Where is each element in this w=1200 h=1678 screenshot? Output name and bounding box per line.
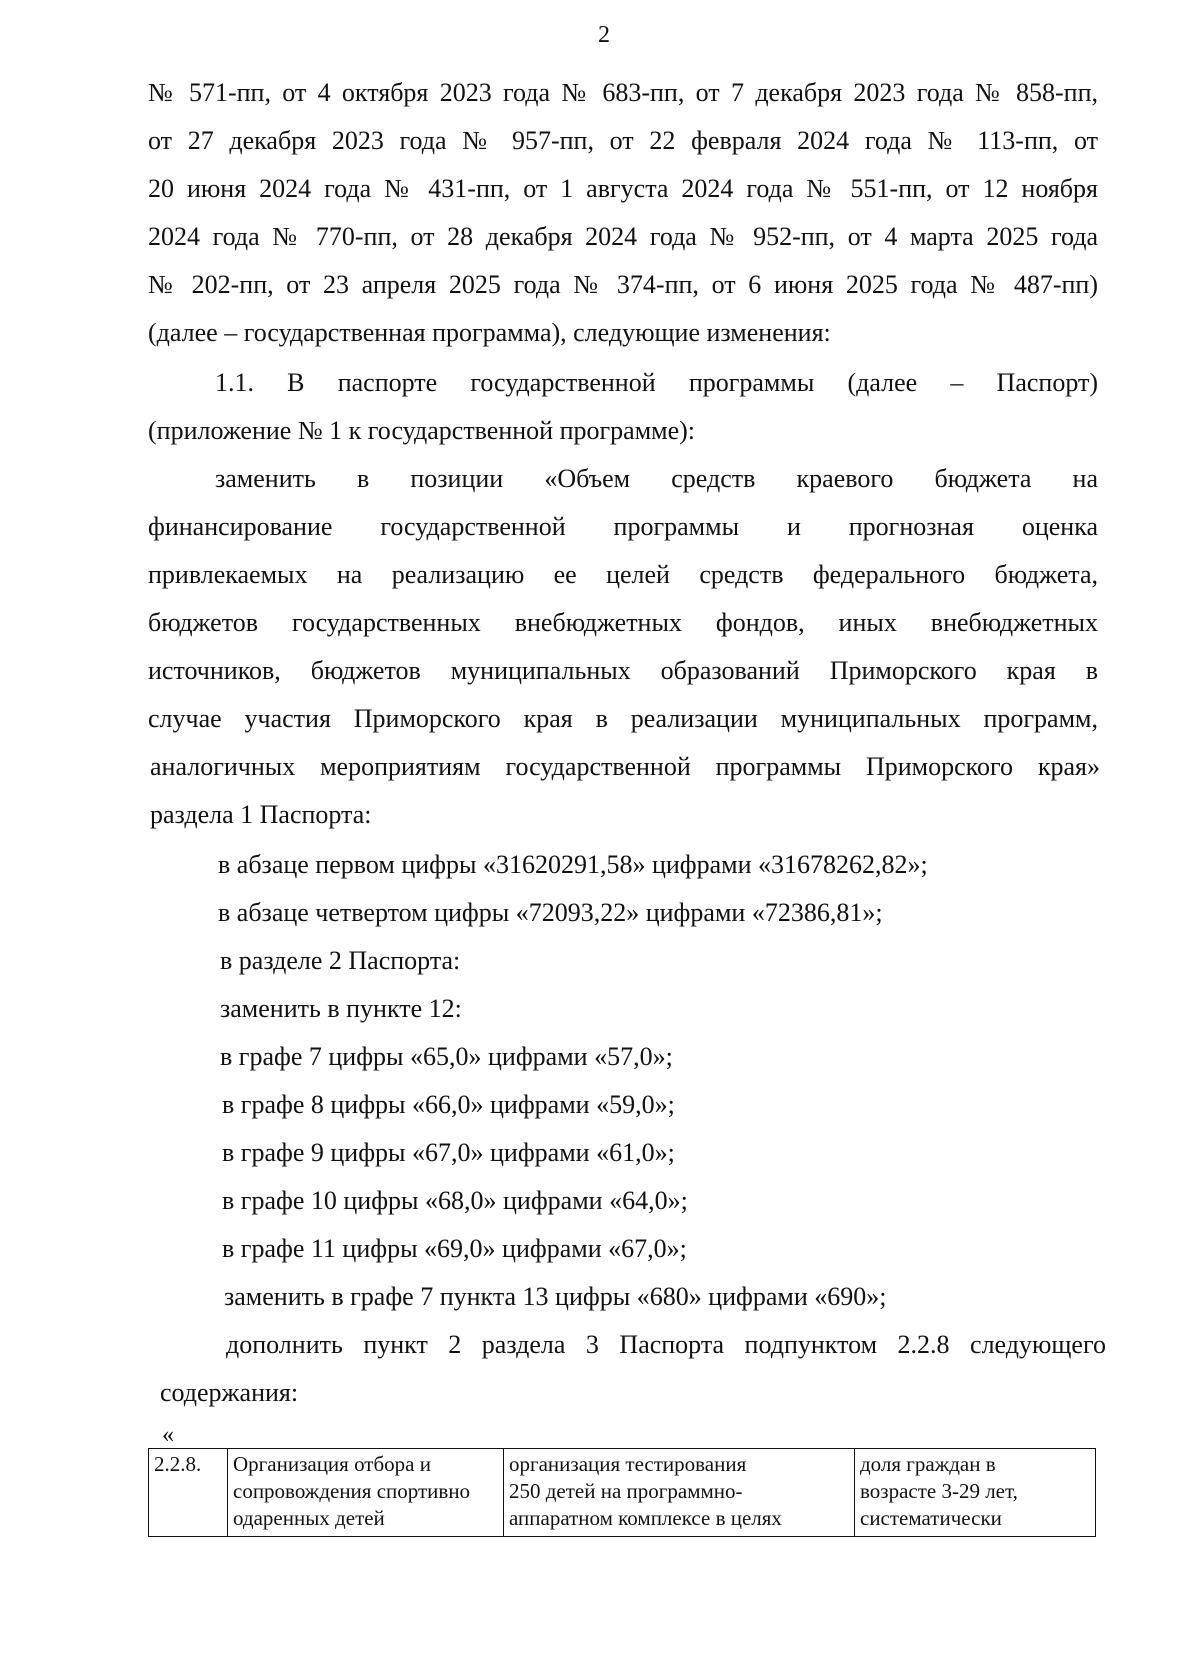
- list-item: в графе 10 цифры «68,0» цифрами «64,0»;: [222, 1186, 688, 1215]
- list-item: заменить в пункте 12:: [220, 994, 462, 1023]
- subitem-table: [148, 1448, 1096, 1537]
- table-row: [149, 1449, 1096, 1537]
- text-line: № 202-пп, от 23 апреля 2025 года № 374-пп, от 6 июня 2025 года № 487-пп): [148, 270, 1098, 299]
- text-line: аналогичных мероприятиям государственной программы Приморского края»: [150, 752, 1100, 781]
- text-line: № 571-пп, от 4 октября 2023 года № 683-пп, от 7 декабря 2023 года № 858-пп,: [148, 78, 1098, 107]
- table-cell-number: [149, 1449, 228, 1537]
- text-line: случае участия Приморского края в реализации муниципальных программ,: [148, 704, 1098, 733]
- cell-text: 2.2.8.: [154, 1452, 202, 1476]
- text-line: 1.1. В паспорте государственной программы (далее – Паспорт): [215, 368, 1098, 397]
- cell-text: возрасте 3-29 лет,: [860, 1479, 1018, 1503]
- list-item: в графе 9 цифры «67,0» цифрами «61,0»;: [222, 1138, 675, 1167]
- list-item: в графе 11 цифры «69,0» цифрами «67,0»;: [222, 1234, 687, 1263]
- cell-text: одаренных детей: [233, 1506, 385, 1530]
- text-line: 2024 года № 770-пп, от 28 декабря 2024 года № 952-пп, от 4 марта 2025 года: [148, 222, 1098, 251]
- list-item: в разделе 2 Паспорта:: [220, 946, 461, 975]
- cell-text: 250 детей на программно-: [509, 1479, 743, 1503]
- text-line: дополнить пункт 2 раздела 3 Паспорта подпунктом 2.2.8 следующего: [226, 1330, 1106, 1359]
- cell-text: систематически: [860, 1506, 1002, 1530]
- cell-text: аппаратном комплексе в целях: [509, 1506, 782, 1530]
- cell-text: сопровождения спортивно: [233, 1479, 471, 1503]
- text-line: финансирование государственной программы и прогнозная оценка: [148, 512, 1098, 541]
- text-line: заменить в позиции «Объем средств краевого бюджета на: [215, 464, 1098, 493]
- list-item: в графе 7 цифры «65,0» цифрами «57,0»;: [220, 1042, 673, 1071]
- cell-text: Организация отбора и: [233, 1452, 431, 1476]
- table-cell-indicator: [855, 1449, 1096, 1537]
- table-cell-activity: [228, 1449, 504, 1537]
- list-item: в абзаце четвертом цифры «72093,22» цифрами «72386,81»;: [218, 898, 883, 927]
- text-line: содержания:: [160, 1378, 299, 1407]
- text-line: источников, бюджетов муниципальных образований Приморского края в: [148, 656, 1098, 685]
- list-item: заменить в графе 7 пункта 13 цифры «680» цифрами «690»;: [224, 1282, 887, 1311]
- table-cell-description: [504, 1449, 855, 1537]
- text-line: бюджетов государственных внебюджетных фондов, иных внебюджетных: [148, 608, 1098, 637]
- text-line: привлекаемых на реализацию ее целей средств федерального бюджета,: [148, 560, 1098, 589]
- cell-text: доля граждан в: [860, 1452, 996, 1476]
- text-line: (приложение № 1 к государственной программе):: [148, 416, 696, 445]
- cell-text: организация тестирования: [509, 1452, 747, 1476]
- page-number: 2: [598, 22, 610, 48]
- opening-quote-mark: «: [162, 1422, 174, 1448]
- list-item: в абзаце первом цифры «31620291,58» цифрами «31678262,82»;: [218, 850, 928, 879]
- text-line: 20 июня 2024 года № 431-пп, от 1 августа 2024 года № 551-пп, от 12 ноября: [148, 174, 1098, 203]
- text-line: от 27 декабря 2023 года № 957-пп, от 22 февраля 2024 года № 113-пп, от: [148, 126, 1098, 155]
- text-line: (далее – государственная программа), следующие изменения:: [148, 318, 831, 347]
- list-item: в графе 8 цифры «66,0» цифрами «59,0»;: [222, 1090, 675, 1119]
- text-line: раздела 1 Паспорта:: [150, 800, 372, 829]
